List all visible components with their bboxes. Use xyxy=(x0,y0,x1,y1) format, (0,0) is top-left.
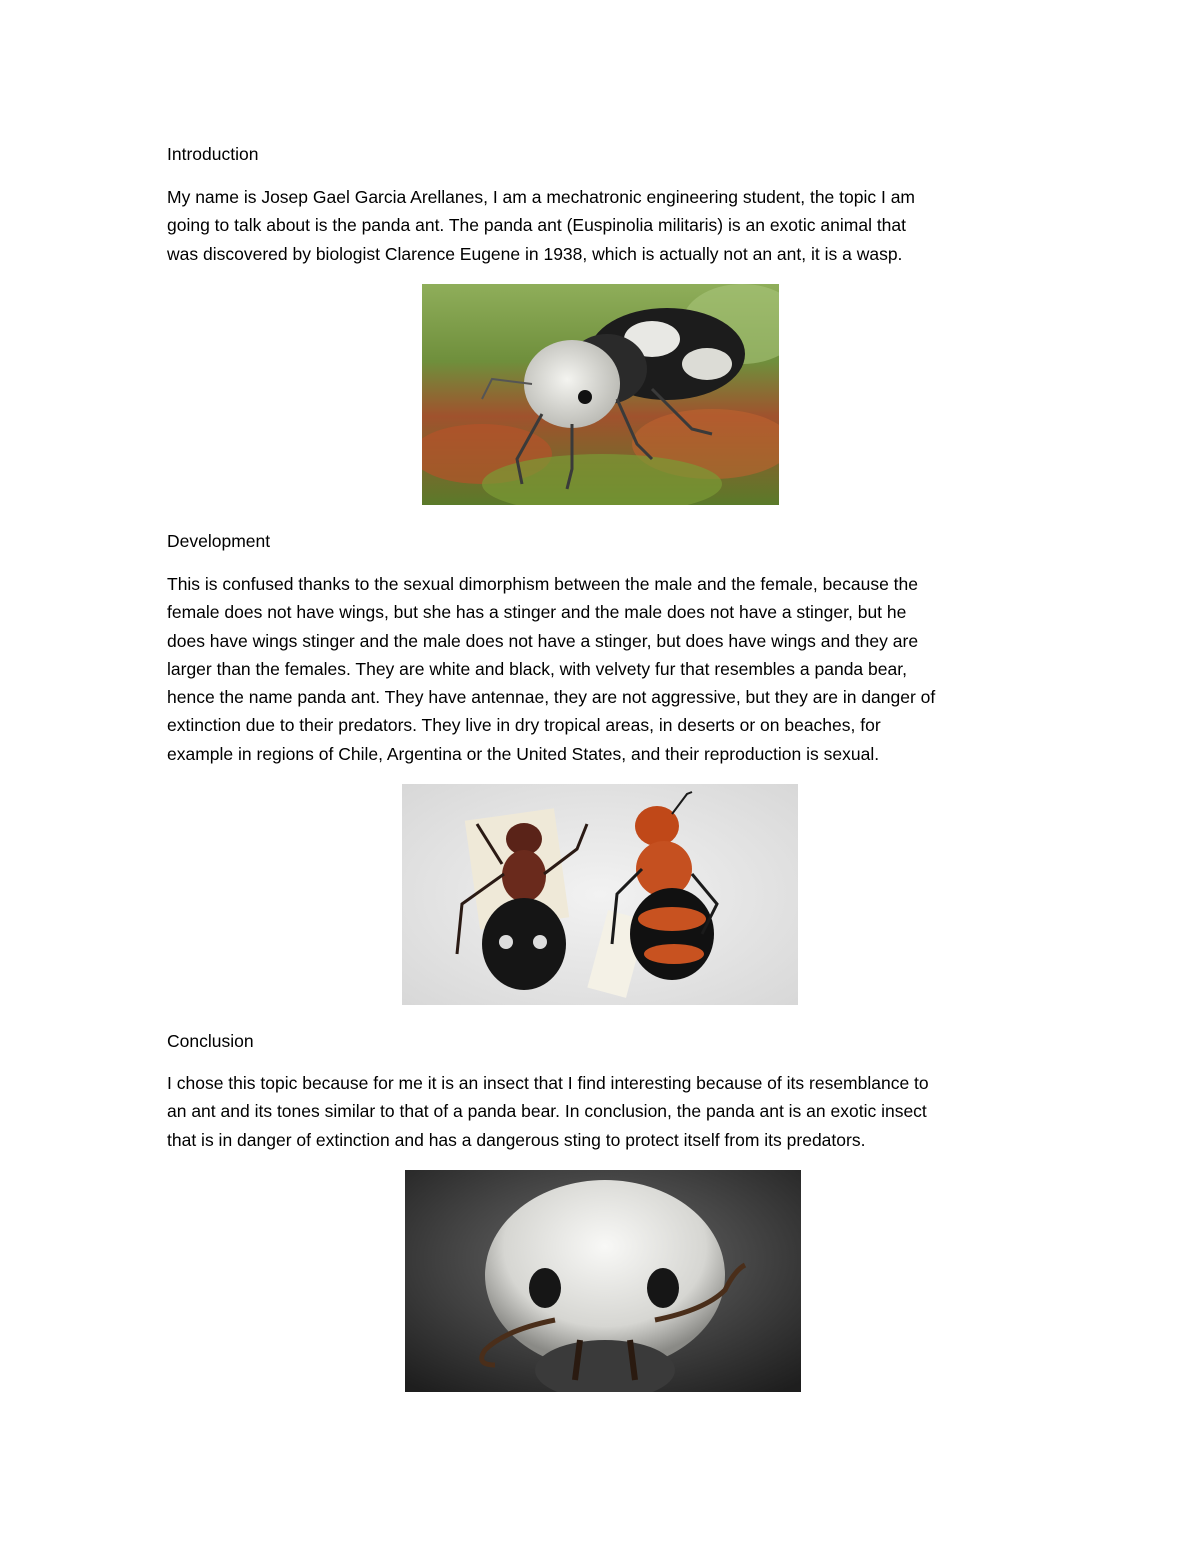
development-line: does have wings stinger and the male does not have a stinger, but does have wings and they are xyxy=(167,630,919,651)
development-paragraph xyxy=(167,570,1037,768)
panda-ant-on-moss-image xyxy=(422,284,779,505)
conclusion-paragraph xyxy=(167,1069,1037,1154)
intro-line: was discovered by biologist Clarence Eugene in 1938, which is actually not an ant, it is a wasp. xyxy=(167,243,903,264)
development-heading: Development xyxy=(167,531,271,551)
development-line: larger than the females. They are white and black, with velvety fur that resembles a panda bear, xyxy=(167,658,907,679)
development-line: hence the name panda ant. They have antennae, they are not aggressive, but they are in danger of xyxy=(167,687,936,708)
intro-line: going to talk about is the panda ant. The panda ant (Euspinolia militaris) is an exotic animal that xyxy=(167,215,907,236)
conclusion-line: an ant and its tones similar to that of a panda bear. In conclusion, the panda ant is an exotic insect xyxy=(167,1101,927,1122)
two-specimens-image xyxy=(402,784,798,1005)
development-line: extinction due to their predators. They live in dry tropical areas, in deserts or on beaches, for xyxy=(167,715,881,736)
conclusion-line: that is in danger of extinction and has a dangerous sting to protect itself from its predators. xyxy=(167,1129,866,1150)
development-line: This is confused thanks to the sexual dimorphism between the male and the female, because the xyxy=(167,574,918,594)
conclusion-heading: Conclusion xyxy=(167,1031,254,1051)
intro-paragraph xyxy=(167,183,1037,268)
intro-line: My name is Josep Gael Garcia Arellanes, I am a mechatronic engineering student, the topic I am xyxy=(167,187,916,207)
development-line: female does not have wings, but she has a stinger and the male does not have a stinger, but he xyxy=(167,602,907,623)
intro-heading: Introduction xyxy=(167,144,259,164)
panda-ant-head-closeup-image xyxy=(405,1170,801,1392)
conclusion-line: I chose this topic because for me it is an insect that I find interesting because of its resemblance to xyxy=(167,1073,929,1093)
development-line: example in regions of Chile, Argentina or the United States, and their reproduction is sexual. xyxy=(167,743,880,764)
